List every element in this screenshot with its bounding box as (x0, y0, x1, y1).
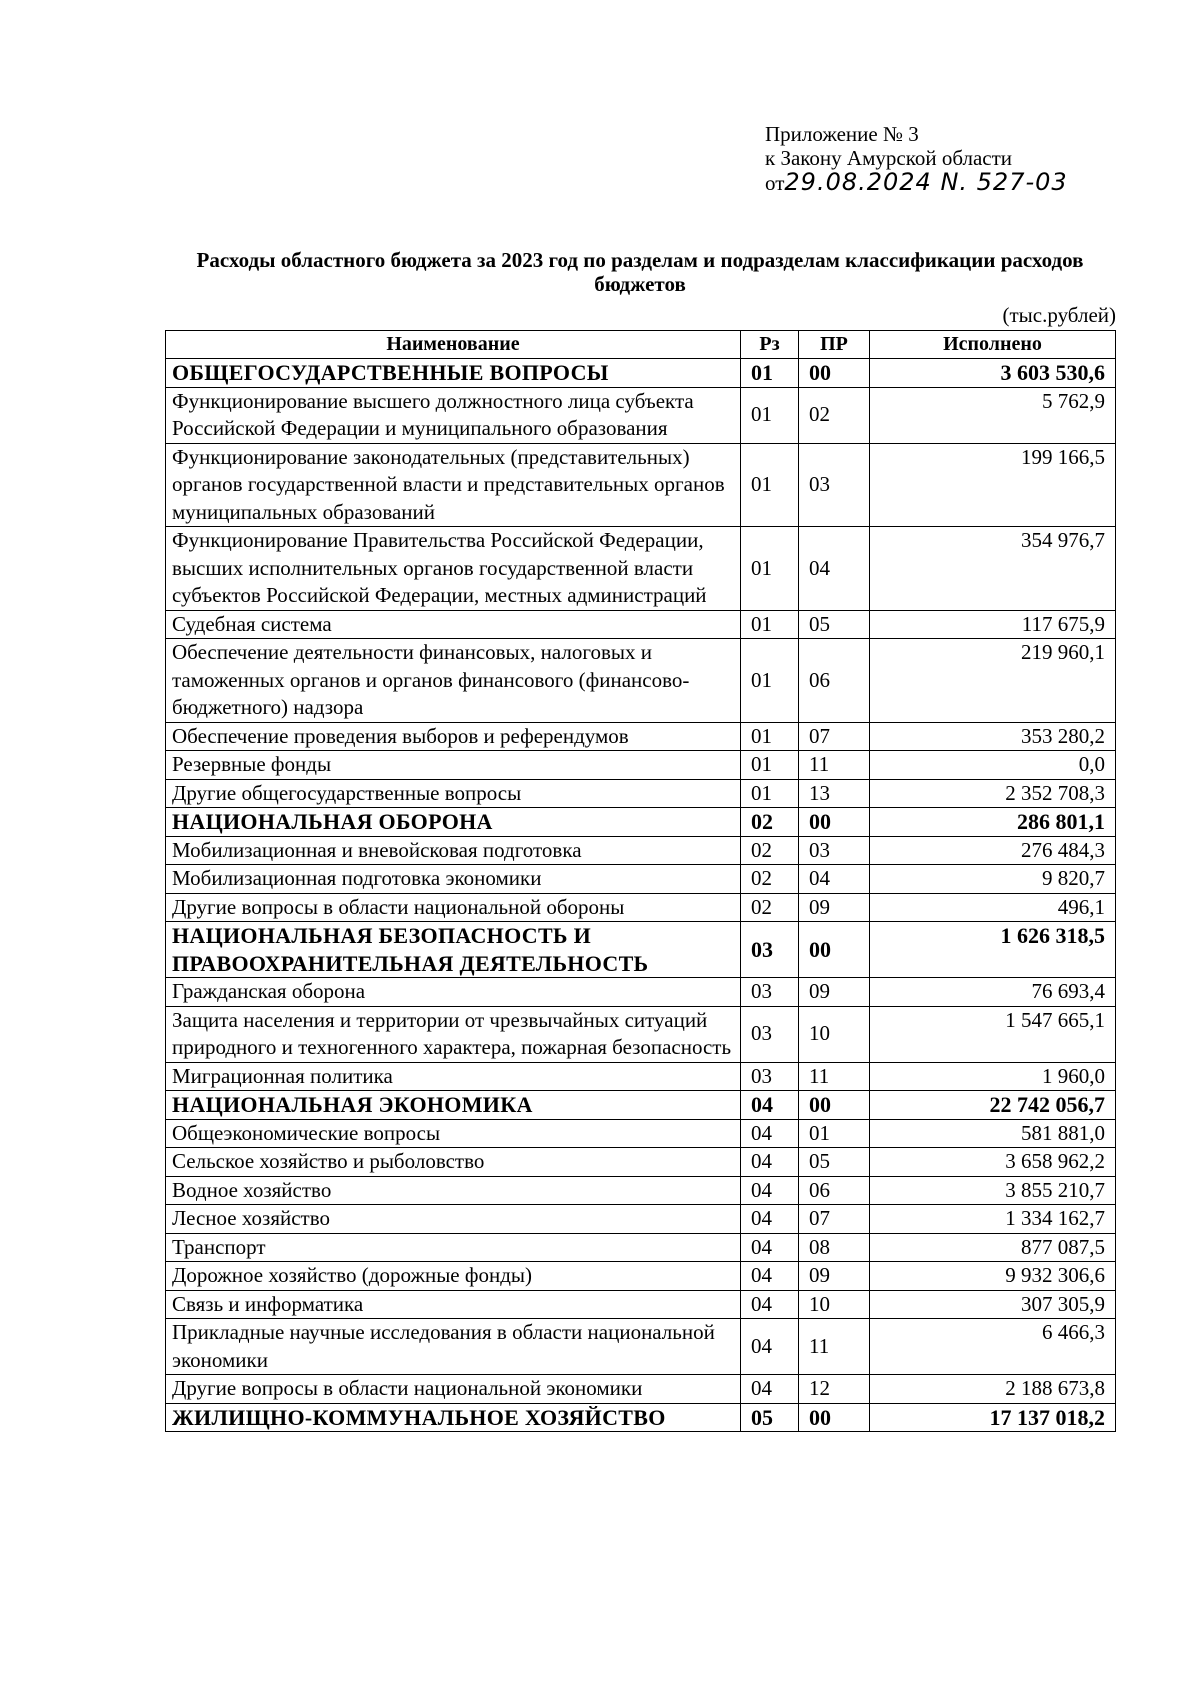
cell-rz: 04 (741, 1233, 799, 1262)
header-pr: ПР (799, 331, 870, 359)
cell-name: Защита населения и территории от чрезвычайных ситуаций природного и техногенного характера, пожарная безопасность (166, 1006, 741, 1062)
cell-pr: 00 (799, 808, 870, 837)
table-row (166, 978, 1116, 1007)
appendix-date-line (765, 170, 1068, 195)
cell-pr: 10 (799, 1290, 870, 1319)
cell-pr: 03 (799, 443, 870, 527)
section-row (166, 1091, 1116, 1120)
table-row (166, 779, 1116, 808)
cell-pr: 04 (799, 527, 870, 611)
table-row (166, 722, 1116, 751)
cell-rz: 01 (741, 722, 799, 751)
cell-sum: 1 626 318,5 (870, 922, 1116, 978)
table-row (166, 893, 1116, 922)
cell-pr: 09 (799, 1262, 870, 1291)
table-row (166, 610, 1116, 639)
cell-rz: 03 (741, 1062, 799, 1091)
cell-sum: 22 742 056,7 (870, 1091, 1116, 1120)
table-row (166, 387, 1116, 443)
table-row (166, 1262, 1116, 1291)
table-row (166, 1006, 1116, 1062)
cell-name: Сельское хозяйство и рыболовство (166, 1148, 741, 1177)
appendix-date-prefix: от (765, 171, 785, 195)
cell-pr: 13 (799, 779, 870, 808)
cell-sum: 2 352 708,3 (870, 779, 1116, 808)
cell-pr: 11 (799, 1062, 870, 1091)
cell-rz: 04 (741, 1290, 799, 1319)
cell-rz: 03 (741, 922, 799, 978)
section-row (166, 359, 1116, 388)
cell-pr: 00 (799, 1091, 870, 1120)
cell-sum: 17 137 018,2 (870, 1403, 1116, 1432)
cell-rz: 01 (741, 527, 799, 611)
cell-name: ОБЩЕГОСУДАРСТВЕННЫЕ ВОПРОСЫ (166, 359, 741, 388)
cell-name: Функционирование Правительства Российской Федерации, высших исполнительных органов государственной власти субъектов Российской Федерации, местных администраций (166, 527, 741, 611)
cell-sum: 9 820,7 (870, 865, 1116, 894)
table-row (166, 1205, 1116, 1234)
cell-pr: 11 (799, 1319, 870, 1375)
cell-pr: 11 (799, 751, 870, 780)
cell-sum: 2 188 673,8 (870, 1375, 1116, 1404)
header-rz: Рз (741, 331, 799, 359)
cell-name: Обеспечение деятельности финансовых, налоговых и таможенных органов и органов финансового (финансово-бюджетного) надзора (166, 639, 741, 723)
cell-sum: 286 801,1 (870, 808, 1116, 837)
cell-name: Прикладные научные исследования в области национальной экономики (166, 1319, 741, 1375)
cell-rz: 01 (741, 443, 799, 527)
cell-name: Общеэкономические вопросы (166, 1119, 741, 1148)
cell-rz: 01 (741, 610, 799, 639)
cell-name: Гражданская оборона (166, 978, 741, 1007)
cell-rz: 02 (741, 836, 799, 865)
cell-rz: 01 (741, 751, 799, 780)
cell-pr: 10 (799, 1006, 870, 1062)
cell-sum: 76 693,4 (870, 978, 1116, 1007)
cell-name: Водное хозяйство (166, 1176, 741, 1205)
table-row (166, 1319, 1116, 1375)
cell-sum: 877 087,5 (870, 1233, 1116, 1262)
appendix-number: Приложение № 3 (765, 122, 919, 146)
table-row (166, 1375, 1116, 1404)
cell-sum: 354 976,7 (870, 527, 1116, 611)
cell-sum: 0,0 (870, 751, 1116, 780)
section-row (166, 1403, 1116, 1432)
cell-rz: 04 (741, 1148, 799, 1177)
cell-rz: 01 (741, 387, 799, 443)
table-row (166, 443, 1116, 527)
table-row (166, 527, 1116, 611)
cell-name: Другие общегосударственные вопросы (166, 779, 741, 808)
cell-sum: 9 932 306,6 (870, 1262, 1116, 1291)
cell-sum: 353 280,2 (870, 722, 1116, 751)
cell-pr: 00 (799, 1403, 870, 1432)
cell-name: Связь и информатика (166, 1290, 741, 1319)
cell-rz: 01 (741, 639, 799, 723)
table-row (166, 1148, 1116, 1177)
cell-name: Мобилизационная подготовка экономики (166, 865, 741, 894)
cell-name: Лесное хозяйство (166, 1205, 741, 1234)
cell-name: Другие вопросы в области национальной обороны (166, 893, 741, 922)
cell-rz: 03 (741, 1006, 799, 1062)
cell-name: НАЦИОНАЛЬНАЯ ОБОРОНА (166, 808, 741, 837)
cell-rz: 04 (741, 1091, 799, 1120)
cell-pr: 04 (799, 865, 870, 894)
cell-sum: 1 960,0 (870, 1062, 1116, 1091)
cell-pr: 06 (799, 639, 870, 723)
cell-name: Миграционная политика (166, 1062, 741, 1091)
cell-sum: 3 603 530,6 (870, 359, 1116, 388)
cell-pr: 06 (799, 1176, 870, 1205)
cell-name: Судебная система (166, 610, 741, 639)
section-row (166, 808, 1116, 837)
cell-pr: 01 (799, 1119, 870, 1148)
cell-rz: 05 (741, 1403, 799, 1432)
cell-sum: 496,1 (870, 893, 1116, 922)
cell-rz: 04 (741, 1176, 799, 1205)
cell-name: Функционирование высшего должностного лица субъекта Российской Федерации и муниципального образования (166, 387, 741, 443)
cell-pr: 09 (799, 978, 870, 1007)
cell-rz: 02 (741, 893, 799, 922)
cell-name: Функционирование законодательных (представительных) органов государственной власти и представительных органов муниципальных образований (166, 443, 741, 527)
table-row (166, 836, 1116, 865)
table-row (166, 751, 1116, 780)
table-row (166, 865, 1116, 894)
cell-name: НАЦИОНАЛЬНАЯ БЕЗОПАСНОСТЬ И ПРАВООХРАНИТЕЛЬНАЯ ДЕЯТЕЛЬНОСТЬ (166, 922, 741, 978)
table-header-row (166, 331, 1116, 359)
cell-name: Резервные фонды (166, 751, 741, 780)
cell-rz: 03 (741, 978, 799, 1007)
cell-name: Транспорт (166, 1233, 741, 1262)
appendix-header (765, 122, 1068, 195)
handwritten-date-number: 29.08.2024 N. 527-03 (784, 168, 1068, 196)
header-sum: Исполнено (870, 331, 1116, 359)
cell-rz: 01 (741, 359, 799, 388)
cell-sum: 581 881,0 (870, 1119, 1116, 1148)
table-row (166, 1233, 1116, 1262)
cell-sum: 219 960,1 (870, 639, 1116, 723)
cell-pr: 00 (799, 922, 870, 978)
cell-rz: 04 (741, 1205, 799, 1234)
units-label: (тыс.рублей) (1002, 303, 1116, 327)
table-row (166, 639, 1116, 723)
cell-sum: 276 484,3 (870, 836, 1116, 865)
table-row (166, 1062, 1116, 1091)
cell-name: Мобилизационная и вневойсковая подготовка (166, 836, 741, 865)
cell-sum: 6 466,3 (870, 1319, 1116, 1375)
header-name: Наименование (166, 331, 741, 359)
cell-rz: 04 (741, 1319, 799, 1375)
cell-sum: 199 166,5 (870, 443, 1116, 527)
cell-sum: 3 855 210,7 (870, 1176, 1116, 1205)
cell-pr: 08 (799, 1233, 870, 1262)
cell-name: ЖИЛИЩНО-КОММУНАЛЬНОЕ ХОЗЯЙСТВО (166, 1403, 741, 1432)
cell-rz: 02 (741, 808, 799, 837)
cell-sum: 5 762,9 (870, 387, 1116, 443)
table-row (166, 1290, 1116, 1319)
cell-rz: 04 (741, 1262, 799, 1291)
cell-rz: 04 (741, 1375, 799, 1404)
cell-name: НАЦИОНАЛЬНАЯ ЭКОНОМИКА (166, 1091, 741, 1120)
cell-rz: 01 (741, 779, 799, 808)
cell-name: Другие вопросы в области национальной экономики (166, 1375, 741, 1404)
cell-sum: 3 658 962,2 (870, 1148, 1116, 1177)
appendix-law-reference: к Закону Амурской области (765, 146, 1013, 170)
budget-table (165, 330, 1116, 1432)
document-title: Расходы областного бюджета за 2023 год по разделам и подразделам классификации расходов бюджетов (196, 248, 1084, 296)
cell-pr: 00 (799, 359, 870, 388)
cell-sum: 1 547 665,1 (870, 1006, 1116, 1062)
cell-rz: 02 (741, 865, 799, 894)
cell-rz: 04 (741, 1119, 799, 1148)
cell-pr: 05 (799, 1148, 870, 1177)
section-row (166, 922, 1116, 978)
cell-pr: 05 (799, 610, 870, 639)
cell-name: Обеспечение проведения выборов и референдумов (166, 722, 741, 751)
cell-sum: 1 334 162,7 (870, 1205, 1116, 1234)
cell-pr: 03 (799, 836, 870, 865)
cell-sum: 117 675,9 (870, 610, 1116, 639)
cell-pr: 07 (799, 722, 870, 751)
cell-name: Дорожное хозяйство (дорожные фонды) (166, 1262, 741, 1291)
table-row (166, 1119, 1116, 1148)
table-row (166, 1176, 1116, 1205)
cell-pr: 07 (799, 1205, 870, 1234)
cell-pr: 02 (799, 387, 870, 443)
cell-sum: 307 305,9 (870, 1290, 1116, 1319)
cell-pr: 12 (799, 1375, 870, 1404)
cell-pr: 09 (799, 893, 870, 922)
